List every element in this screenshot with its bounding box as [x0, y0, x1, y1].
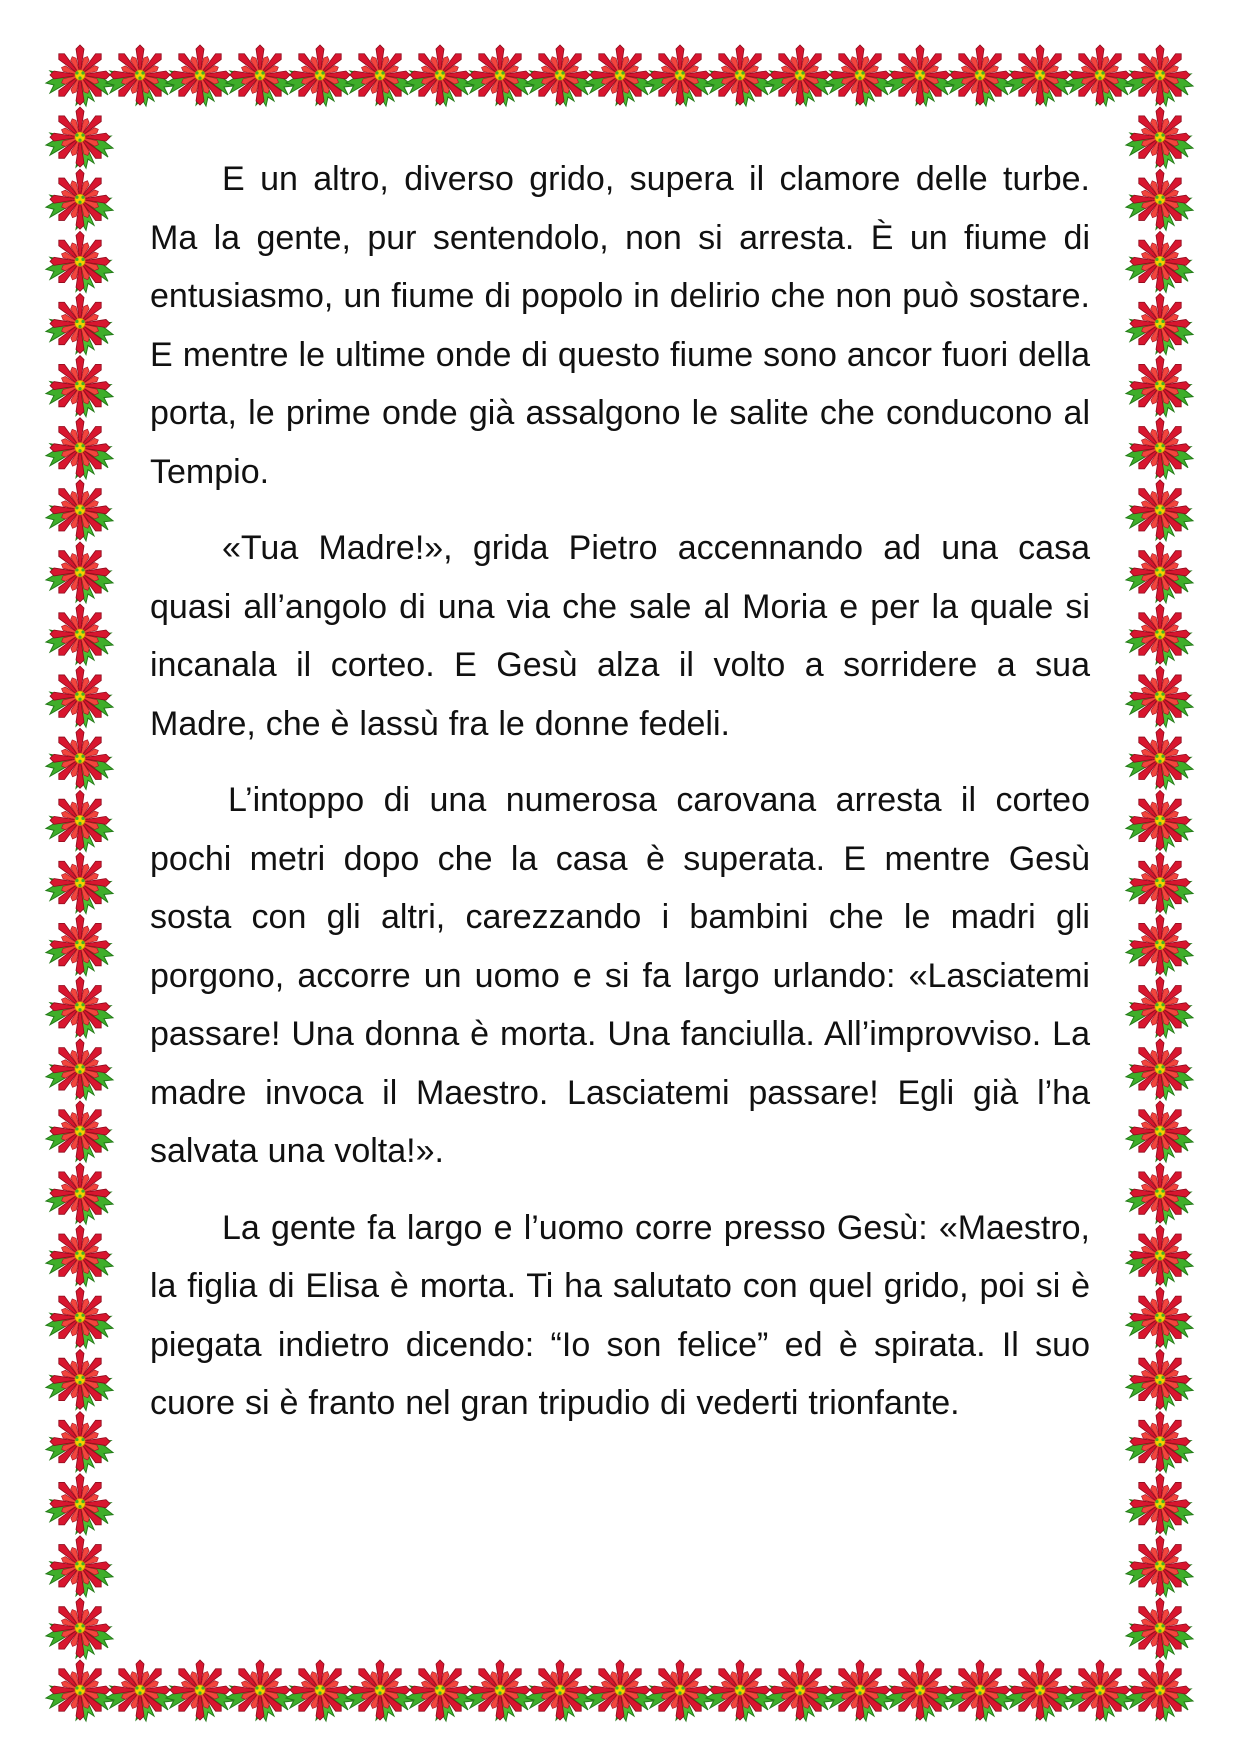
poinsettia-icon	[46, 853, 113, 914]
poinsettia-icon	[46, 1598, 113, 1659]
poinsettia-icon	[46, 480, 113, 541]
poinsettia-icon	[646, 1660, 713, 1721]
poinsettia-icon	[1126, 293, 1193, 354]
poinsettia-icon	[346, 45, 413, 106]
poinsettia-icon	[766, 45, 833, 106]
poinsettia-icon	[46, 1536, 113, 1597]
poinsettia-icon	[1126, 418, 1193, 479]
poinsettia-icon	[526, 1660, 593, 1721]
poinsettia-icon	[1126, 1474, 1193, 1535]
poinsettia-icon	[1126, 1349, 1193, 1410]
paragraph-3: L’intoppo di una numerosa carovana arresta il corteo pochi metri dopo che la casa è superata. E mentre Gesù sosta con gli altri, carezzando i bambini che le madri gli porgono, accorre un uomo e si fa largo urlando: «Lasciatemi passare! Una donna è morta. Una fanciulla. All’improvviso. La madre invoca il Maestro. Lasciatemi passare! Egli già l’ha salvata una volta!».	[150, 781, 1090, 1170]
poinsettia-icon	[46, 666, 113, 727]
poinsettia-icon	[1126, 977, 1193, 1038]
poinsettia-icon	[1126, 915, 1193, 976]
poinsettia-icon	[46, 1349, 113, 1410]
poinsettia-icon	[886, 1660, 953, 1721]
poinsettia-icon	[1126, 1039, 1193, 1100]
poinsettia-icon	[166, 45, 233, 106]
poinsettia-icon	[46, 1163, 113, 1224]
poinsettia-icon	[166, 1660, 233, 1721]
poinsettia-icon	[46, 977, 113, 1038]
poinsettia-icon	[1126, 790, 1193, 851]
poinsettia-icon	[466, 45, 533, 106]
poinsettia-icon	[46, 45, 113, 106]
poinsettia-icon	[46, 1287, 113, 1348]
poinsettia-icon	[1126, 107, 1193, 168]
poinsettia-icon	[46, 356, 113, 417]
poinsettia-icon	[1126, 542, 1193, 603]
poinsettia-icon	[706, 1660, 773, 1721]
poinsettia-icon	[46, 418, 113, 479]
poinsettia-icon	[46, 169, 113, 230]
poinsettia-icon	[406, 1660, 473, 1721]
poinsettia-icon	[946, 1660, 1013, 1721]
poinsettia-icon	[226, 1660, 293, 1721]
poinsettia-icon	[46, 542, 113, 603]
poinsettia-icon	[226, 45, 293, 106]
poinsettia-icon	[106, 45, 173, 106]
poinsettia-icon	[1126, 1101, 1193, 1162]
poinsettia-icon	[526, 45, 593, 106]
poinsettia-icon	[46, 1474, 113, 1535]
poinsettia-icon	[46, 1412, 113, 1473]
poinsettia-icon	[346, 1660, 413, 1721]
poinsettia-icon	[586, 1660, 653, 1721]
poinsettia-icon	[826, 1660, 893, 1721]
poinsettia-icon	[46, 915, 113, 976]
poinsettia-icon	[1006, 45, 1073, 106]
poinsettia-icon	[106, 1660, 173, 1721]
poinsettia-icon	[1126, 1598, 1193, 1659]
poinsettia-icon	[1126, 1225, 1193, 1286]
poinsettia-icon	[1126, 604, 1193, 665]
poinsettia-icon	[1066, 1660, 1133, 1721]
poinsettia-icon	[46, 231, 113, 292]
story-text	[150, 150, 1090, 1451]
poinsettia-icon	[1006, 1660, 1073, 1721]
poinsettia-icon	[1126, 728, 1193, 789]
poinsettia-icon	[1126, 356, 1193, 417]
poinsettia-icon	[1066, 45, 1133, 106]
poinsettia-icon	[1126, 1536, 1193, 1597]
paragraph-4: La gente fa largo e l’uomo corre presso Gesù: «Maestro, la figlia di Elisa è morta. Ti ha salutato con quel grido, poi si è piegata indietro dicendo: “Io son felice” ed è spirata. Il suo cuore si è franto nel gran tripudio di vederti trionfante.	[150, 1208, 1090, 1422]
poinsettia-icon	[766, 1660, 833, 1721]
poinsettia-icon	[1126, 853, 1193, 914]
poinsettia-icon	[946, 45, 1013, 106]
poinsettia-icon	[466, 1660, 533, 1721]
paragraph-1: E un altro, diverso grido, supera il clamore delle turbe. Ma la gente, pur sentendolo, non si arresta. È un fiume di entusiasmo, un fiume di popolo in delirio che non può sostare. E mentre le ultime onde di questo fiume sono ancor fuori della porta, le prime onde già assalgono le salite che conducono al Tempio.	[150, 160, 1090, 491]
poinsettia-icon	[46, 1660, 113, 1721]
poinsettia-icon	[1126, 1287, 1193, 1348]
poinsettia-icon	[1126, 666, 1193, 727]
poinsettia-icon	[1126, 231, 1193, 292]
poinsettia-icon	[1126, 1660, 1193, 1721]
poinsettia-icon	[706, 45, 773, 106]
poinsettia-icon	[586, 45, 653, 106]
paragraph-2: «Tua Madre!», grida Pietro accennando ad una casa quasi all’angolo di una via che sale al Moria e per la quale si incanala il corteo. E Gesù alza il volto a sorridere a sua Madre, che è lassù fra le donne fedeli.	[150, 529, 1090, 743]
poinsettia-icon	[286, 1660, 353, 1721]
poinsettia-icon	[46, 790, 113, 851]
poinsettia-icon	[46, 1225, 113, 1286]
poinsettia-icon	[46, 604, 113, 665]
poinsettia-icon	[46, 1039, 113, 1100]
poinsettia-icon	[46, 728, 113, 789]
poinsettia-icon	[1126, 1163, 1193, 1224]
poinsettia-icon	[646, 45, 713, 106]
poinsettia-icon	[886, 45, 953, 106]
poinsettia-icon	[826, 45, 893, 106]
poinsettia-icon	[286, 45, 353, 106]
poinsettia-icon	[1126, 45, 1193, 106]
poinsettia-icon	[1126, 480, 1193, 541]
poinsettia-icon	[46, 1101, 113, 1162]
poinsettia-icon	[1126, 1412, 1193, 1473]
poinsettia-icon	[1126, 169, 1193, 230]
poinsettia-icon	[46, 293, 113, 354]
poinsettia-icon	[46, 107, 113, 168]
poinsettia-icon	[406, 45, 473, 106]
